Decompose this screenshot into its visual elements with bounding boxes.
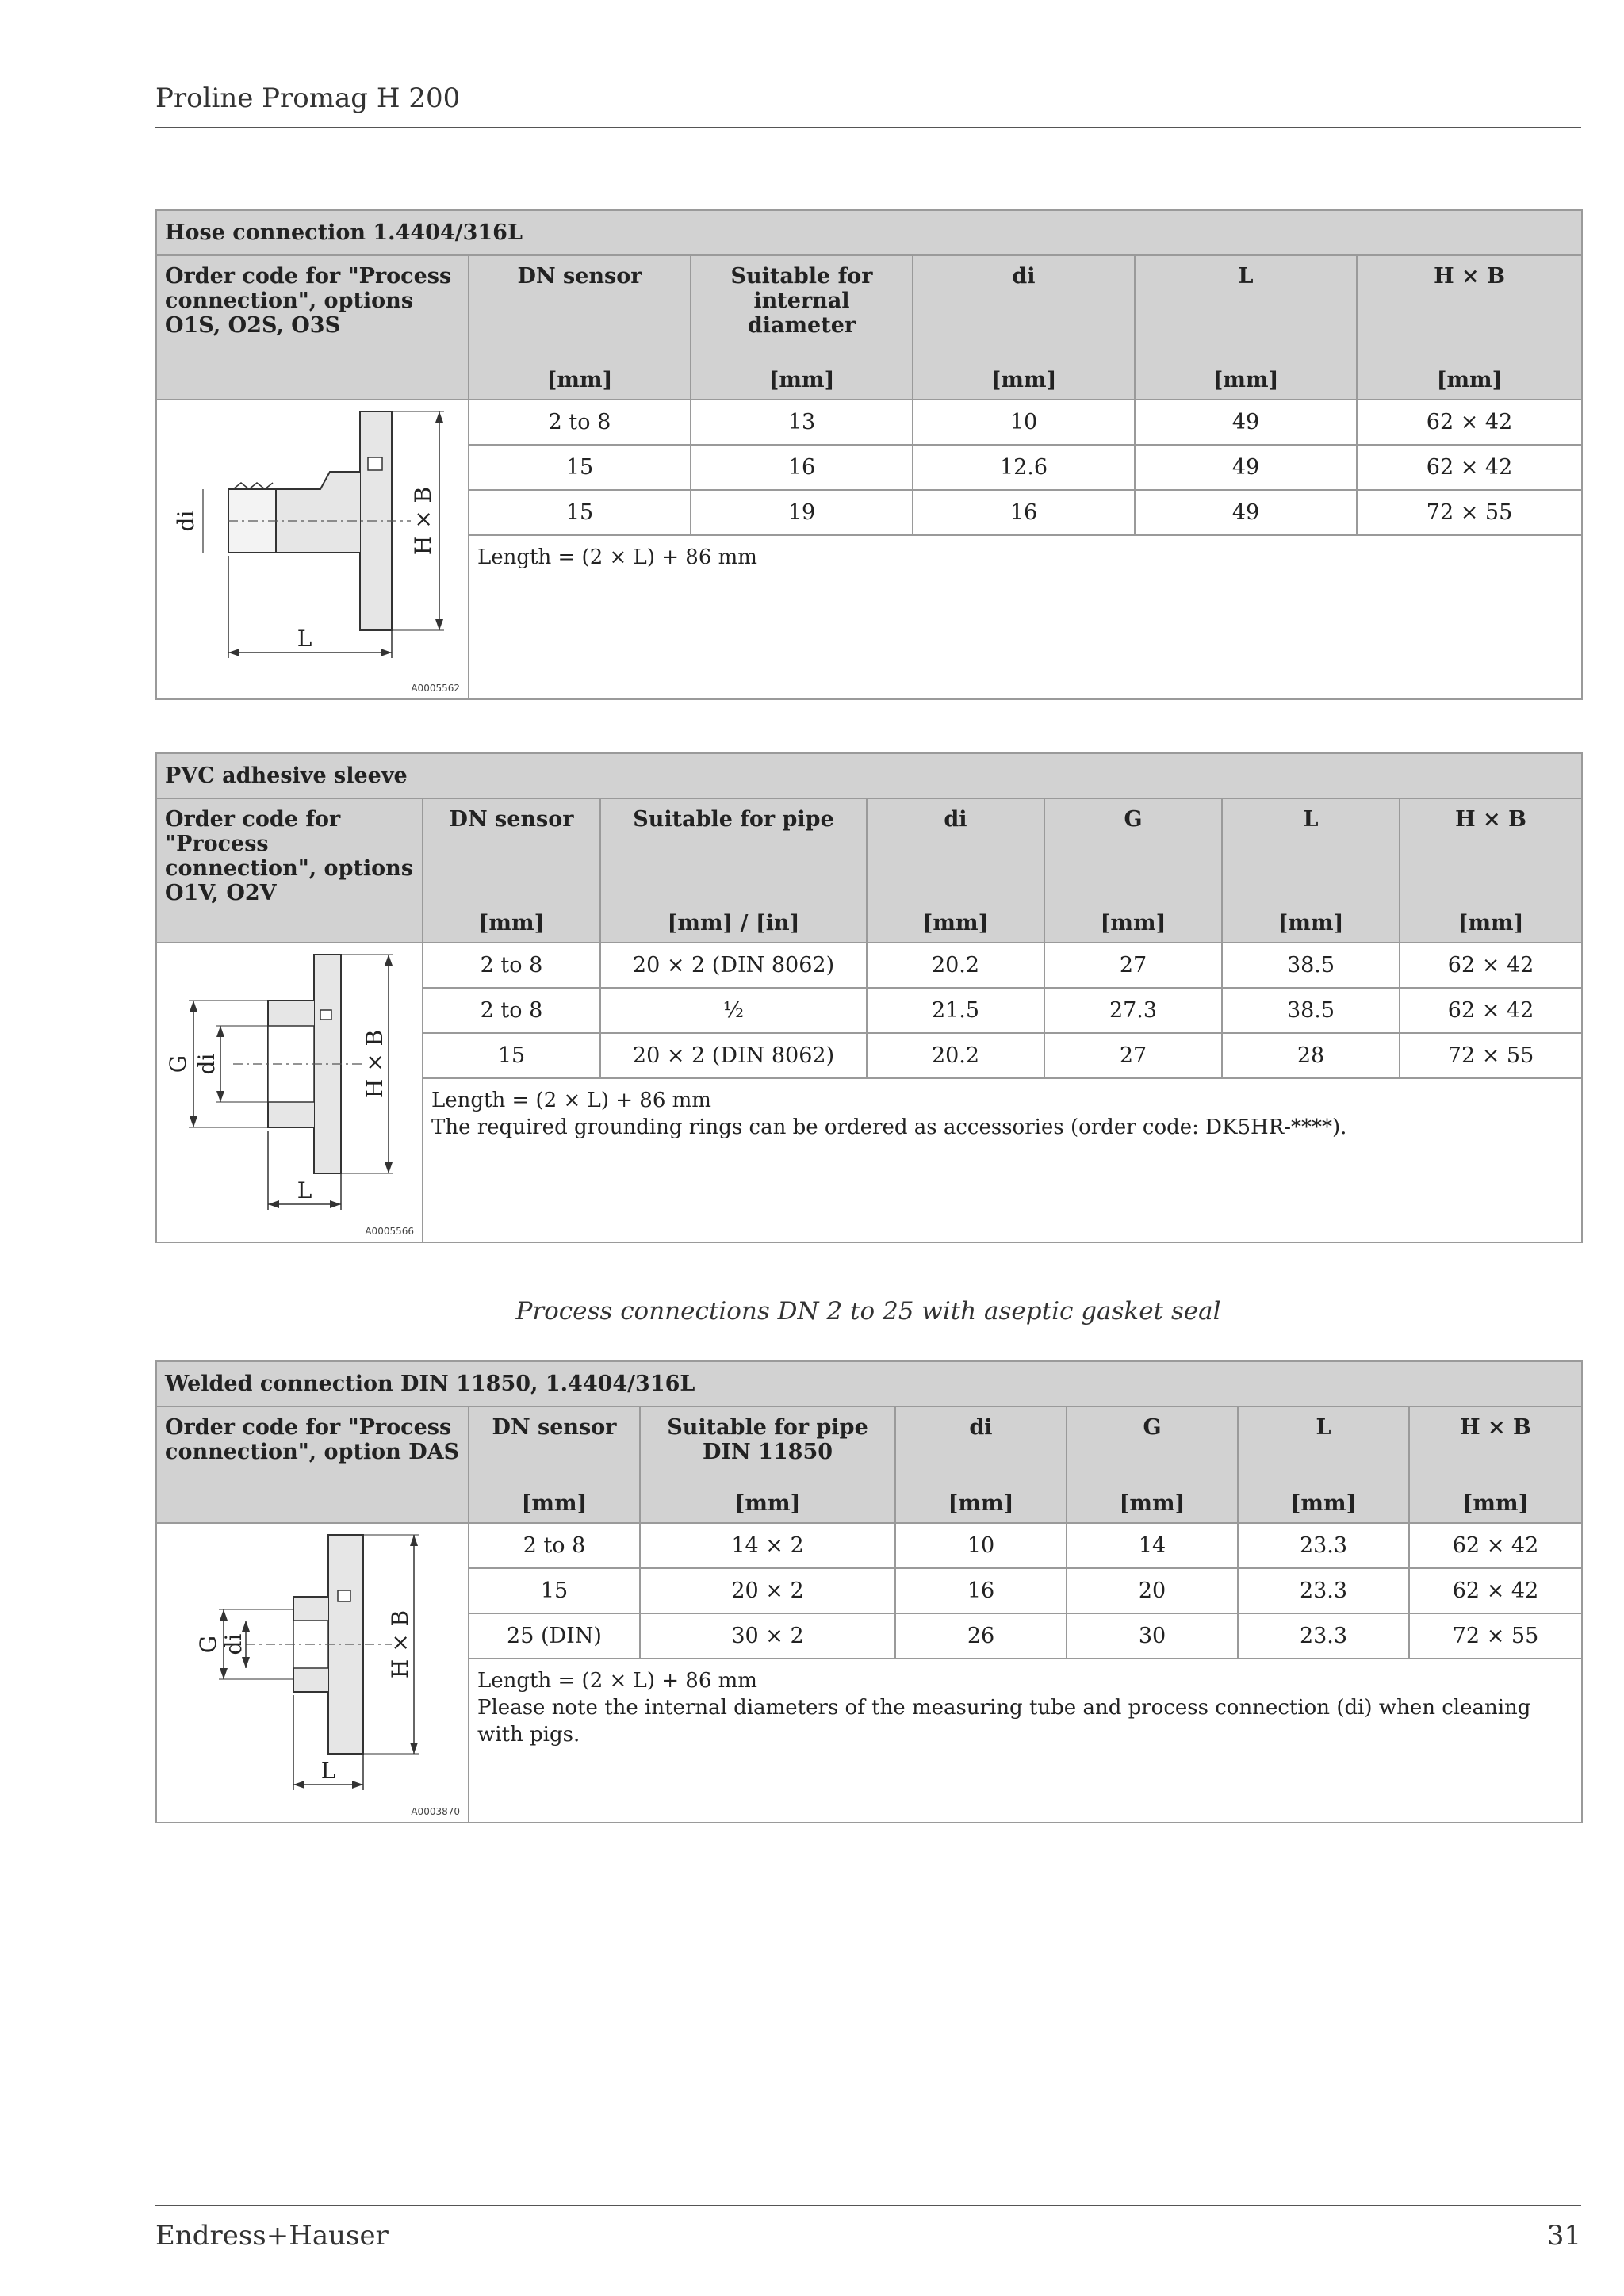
column-header-di: di [mm] (867, 798, 1044, 943)
cell-hxb: 62 × 42 (1400, 988, 1582, 1033)
cell-internal-diameter: 13 (691, 400, 913, 445)
table-notes (423, 1078, 1582, 1242)
column-header-suitable-pipe: Suitable for pipe [mm] / [in] (600, 798, 867, 943)
cell-g: 14 (1067, 1523, 1238, 1568)
column-header-order-code: Order code for "Process connection", option DAS (156, 1406, 469, 1523)
footer-divider (155, 2205, 1581, 2206)
g-dimension-label: G (195, 1635, 221, 1654)
di-dimension-label: di (220, 1633, 247, 1655)
column-header-l: L [mm] (1238, 1406, 1409, 1523)
height-width-dimension-label: H × B (387, 1609, 413, 1679)
table-row (156, 400, 1582, 445)
cell-dn-sensor: 2 to 8 (423, 943, 600, 988)
column-header-hxb: H × B [mm] (1409, 1406, 1582, 1523)
length-dimension-label: L (297, 1177, 312, 1203)
column-header-g: G [mm] (1044, 798, 1222, 943)
cell-hxb: 72 × 55 (1409, 1613, 1582, 1659)
length-dimension-label: L (297, 626, 312, 652)
cell-internal-diameter: 19 (691, 490, 913, 535)
cell-suitable-pipe: 14 × 2 (640, 1523, 895, 1568)
cell-di: 21.5 (867, 988, 1044, 1033)
cell-hxb: 62 × 42 (1357, 445, 1582, 490)
cell-l: 23.3 (1238, 1613, 1409, 1659)
pvc-sleeve-drawing (157, 943, 422, 1242)
drawing-code: A0003870 (411, 1806, 460, 1817)
hose-connection-diagram (156, 400, 469, 699)
welded-connection-table (155, 1360, 1583, 1823)
note-length: Length = (2 × L) + 86 mm (477, 545, 757, 570)
cell-dn-sensor: 2 to 8 (423, 988, 600, 1033)
cell-di: 16 (913, 490, 1135, 535)
g-dimension-label: G (165, 1054, 191, 1073)
di-dimension-label: di (193, 1053, 220, 1075)
cell-l: 38.5 (1222, 988, 1400, 1033)
header-divider (155, 127, 1581, 128)
table-title: Welded connection DIN 11850, 1.4404/316L (156, 1361, 1582, 1406)
table-notes (469, 1659, 1582, 1823)
cell-l: 23.3 (1238, 1523, 1409, 1568)
drawing-code: A0005566 (365, 1226, 414, 1237)
column-header-dn-sensor: DN sensor [mm] (469, 1406, 640, 1523)
table-notes (469, 535, 1582, 699)
note-length: Length = (2 × L) + 86 mm (431, 1089, 711, 1113)
column-header-l: L [mm] (1222, 798, 1400, 943)
height-width-dimension-label: H × B (410, 486, 436, 556)
column-header-di: di [mm] (895, 1406, 1067, 1523)
cell-g: 20 (1067, 1568, 1238, 1613)
column-header-suitable-pipe: Suitable for pipe DIN 11850 [mm] (640, 1406, 895, 1523)
cell-suitable-pipe: 30 × 2 (640, 1613, 895, 1659)
length-dimension-label: L (320, 1758, 336, 1784)
cell-hxb: 62 × 42 (1357, 400, 1582, 445)
welded-connection-drawing (157, 1524, 468, 1822)
note-cleaning-pigs: Please note the internal diameters of the measuring tube and process connection (di) when cleaning with pigs. (477, 1696, 1531, 1747)
table-title: Hose connection 1.4404/316L (156, 210, 1582, 255)
cell-suitable-pipe: ½ (600, 988, 867, 1033)
cell-di: 16 (895, 1568, 1067, 1613)
cell-hxb: 72 × 55 (1357, 490, 1582, 535)
cell-l: 38.5 (1222, 943, 1400, 988)
cell-dn-sensor: 15 (469, 1568, 640, 1613)
welded-connection-diagram (156, 1523, 469, 1823)
cell-suitable-pipe: 20 × 2 (DIN 8062) (600, 943, 867, 988)
footer-company: Endress+Hauser (155, 2220, 389, 2252)
table-title: PVC adhesive sleeve (156, 753, 1582, 798)
column-header-g: G [mm] (1067, 1406, 1238, 1523)
cell-g: 27 (1044, 943, 1222, 988)
di-dimension-label: di (173, 510, 199, 532)
height-width-dimension-label: H × B (362, 1029, 388, 1099)
cell-g: 30 (1067, 1613, 1238, 1659)
cell-hxb: 72 × 55 (1400, 1033, 1582, 1078)
cell-di: 26 (895, 1613, 1067, 1659)
column-header-hxb: H × B [mm] (1400, 798, 1582, 943)
cell-dn-sensor: 15 (423, 1033, 600, 1078)
cell-l: 23.3 (1238, 1568, 1409, 1613)
cell-dn-sensor: 15 (469, 490, 691, 535)
column-header-l: L [mm] (1135, 255, 1357, 400)
column-header-hxb: H × B [mm] (1357, 255, 1582, 400)
cell-g: 27.3 (1044, 988, 1222, 1033)
cell-hxb: 62 × 42 (1409, 1523, 1582, 1568)
cell-l: 49 (1135, 400, 1357, 445)
cell-di: 20.2 (867, 1033, 1044, 1078)
cell-di: 10 (895, 1523, 1067, 1568)
cell-l: 28 (1222, 1033, 1400, 1078)
hose-connection-table (155, 209, 1583, 700)
cell-di: 12.6 (913, 445, 1135, 490)
cell-dn-sensor: 25 (DIN) (469, 1613, 640, 1659)
column-header-di: di [mm] (913, 255, 1135, 400)
pvc-adhesive-sleeve-table (155, 752, 1583, 1243)
cell-l: 49 (1135, 445, 1357, 490)
column-header-order-code: Order code for "Process connection", options O1V, O2V (156, 798, 423, 943)
note-length: Length = (2 × L) + 86 mm (477, 1669, 757, 1693)
pvc-sleeve-diagram (156, 943, 423, 1242)
cell-dn-sensor: 2 to 8 (469, 400, 691, 445)
cell-dn-sensor: 2 to 8 (469, 1523, 640, 1568)
section-caption: Process connections DN 2 to 25 with aseptic gasket seal (515, 1297, 1221, 1326)
page-header-title: Proline Promag H 200 (155, 82, 461, 114)
cell-hxb: 62 × 42 (1409, 1568, 1582, 1613)
column-header-order-code: Order code for "Process connection", options O1S, O2S, O3S (156, 255, 469, 400)
note-grounding-rings: The required grounding rings can be ordered as accessories (order code: DK5HR-****). (431, 1115, 1347, 1140)
cell-g: 27 (1044, 1033, 1222, 1078)
cell-dn-sensor: 15 (469, 445, 691, 490)
cell-internal-diameter: 16 (691, 445, 913, 490)
table-row (156, 943, 1582, 988)
column-header-dn-sensor: DN sensor [mm] (423, 798, 600, 943)
drawing-code: A0005562 (411, 683, 460, 694)
cell-suitable-pipe: 20 × 2 (DIN 8062) (600, 1033, 867, 1078)
cell-suitable-pipe: 20 × 2 (640, 1568, 895, 1613)
page-number: 31 (1546, 2220, 1581, 2252)
column-header-internal-diameter: Suitable for internal diameter [mm] (691, 255, 913, 400)
cell-di: 10 (913, 400, 1135, 445)
cell-di: 20.2 (867, 943, 1044, 988)
hose-connection-drawing (157, 400, 468, 698)
cell-l: 49 (1135, 490, 1357, 535)
table-row (156, 1523, 1582, 1568)
column-header-dn-sensor: DN sensor [mm] (469, 255, 691, 400)
cell-hxb: 62 × 42 (1400, 943, 1582, 988)
